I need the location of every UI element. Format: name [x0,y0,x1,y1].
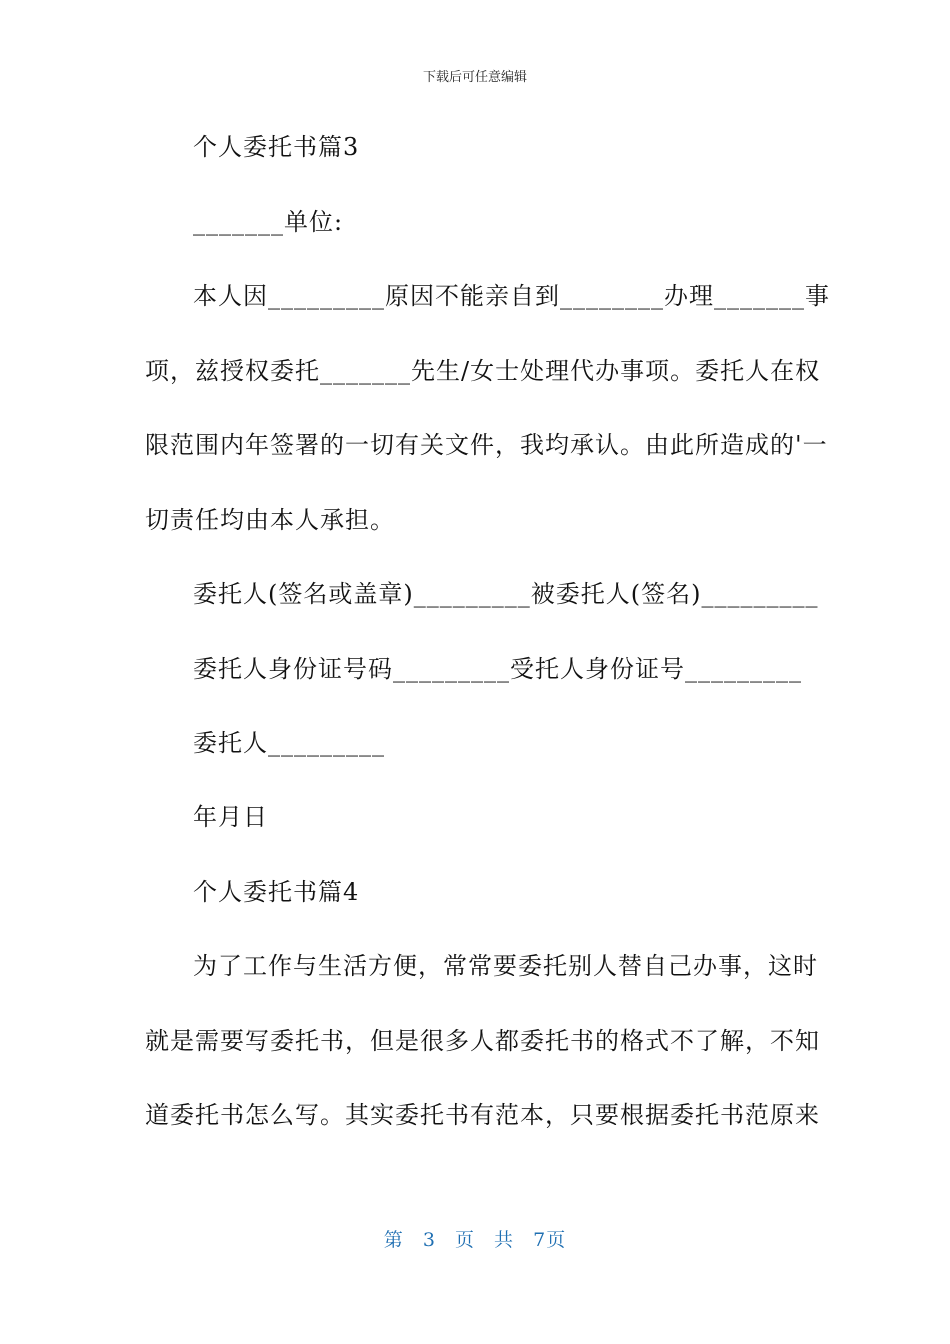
paragraph-line: 道委托书怎么写。其实委托书有范本，只要根据委托书范原来 [145,1101,820,1129]
section-title-3: 个人委托书篇3 [193,133,360,161]
paragraph-line: 为了工作与生活方便，常常要委托别人替自己办事，这时 [193,952,818,980]
page-header-note: 下载后可任意编辑 [422,70,527,85]
paragraph-line: 切责任均由本人承担。 [145,506,395,534]
footer-ye: 页 [454,1229,475,1251]
section-title-4: 个人委托书篇4 [193,878,360,906]
addressee-line: _______单位: [193,208,344,236]
footer-gong: 共 [494,1229,515,1251]
page-footer [0,1225,950,1252]
paragraph-line: 限范围内年签署的一切有关文件，我均承认。由此所造成的'一 [145,431,828,459]
paragraph-line: 本人因_________原因不能亲自到________办理_______事 [193,282,830,310]
paragraph-line: 就是需要写委托书，但是很多人都委托书的格式不了解，不知 [145,1027,820,1055]
footer-di: 第 [383,1229,404,1251]
footer-total-pages: 7页 [533,1229,567,1251]
principal-line: 委托人_________ [193,729,385,757]
id-number-line: 委托人身份证号码_________受托人身份证号_________ [193,655,802,683]
paragraph-line: 项，兹授权委托_______先生/女士处理代办事项。委托人在权 [145,357,821,385]
footer-page-number: 3 [422,1229,436,1251]
signature-line: 委托人(签名或盖章)_________被委托人(签名)_________ [193,580,819,608]
date-line: 年月日 [193,803,268,831]
